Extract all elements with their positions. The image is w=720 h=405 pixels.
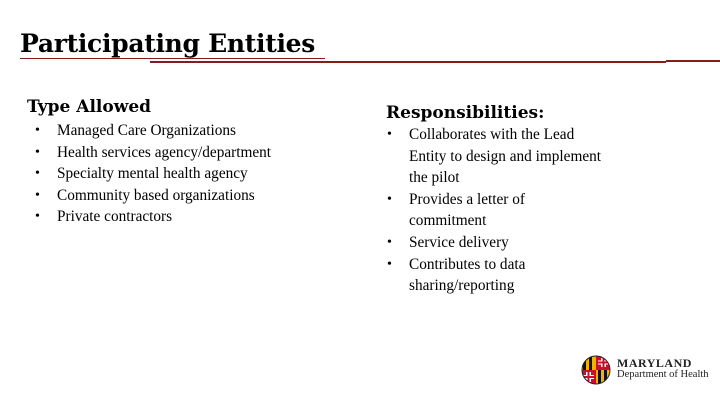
- list-item: [385, 124, 601, 146]
- list-item: [29, 185, 271, 207]
- list-item-text: Community based organizations: [57, 186, 255, 204]
- bullet-icon: •: [387, 191, 392, 207]
- list-item-text: Collaborates with the Lead: [409, 126, 575, 143]
- list-item-text: commitment: [409, 212, 487, 230]
- maryland-department-of-health-logo: [581, 355, 711, 385]
- list-item: [385, 254, 601, 276]
- bullet-icon: •: [387, 256, 392, 272]
- title-underline-accent-rule-3: [666, 60, 720, 62]
- bullet-icon: •: [35, 123, 40, 138]
- list-item-text: Specialty mental health agency: [57, 165, 248, 183]
- logo-subtitle: Department of Health: [617, 369, 709, 380]
- title-underline-rule: [20, 58, 325, 59]
- list-item-text: Service delivery: [409, 233, 509, 251]
- title-underline-accent-rule: [150, 61, 408, 63]
- list-item: [385, 189, 601, 211]
- bullet-icon: •: [35, 144, 40, 160]
- bullet-icon: •: [387, 234, 392, 250]
- list-item-text: Private contractors: [57, 208, 173, 226]
- bullet-icon: •: [35, 166, 40, 182]
- list-item-text: Contributes to data: [409, 255, 526, 273]
- list-item-text: Managed Care Organizations: [57, 122, 236, 139]
- list-item: [29, 206, 271, 228]
- type-allowed-heading: Type Allowed: [27, 97, 152, 117]
- slide-title: Participating Entities: [20, 29, 316, 58]
- bullet-icon: •: [387, 127, 392, 142]
- list-item: [29, 163, 271, 185]
- type-allowed-list: [29, 120, 271, 228]
- logo-wordmark: MARYLAND: [617, 356, 692, 370]
- list-item-text: Entity to design and implement: [409, 147, 602, 165]
- list-item-continuation: [385, 167, 601, 189]
- list-item-continuation: [385, 210, 601, 232]
- list-item-text: Health services agency/department: [57, 143, 272, 161]
- list-item: [385, 232, 601, 254]
- list-item-continuation: [385, 275, 601, 297]
- list-item-continuation: [385, 146, 601, 168]
- list-item-text: Provides a letter of: [409, 190, 525, 208]
- responsibilities-heading: Responsibilities:: [386, 103, 545, 123]
- maryland-flag-icon: [581, 355, 613, 385]
- list-item: [29, 120, 271, 142]
- bullet-icon: •: [35, 209, 40, 225]
- responsibilities-list: [385, 124, 601, 297]
- bullet-icon: •: [35, 187, 40, 203]
- list-item: [29, 142, 271, 164]
- title-underline-accent-rule-2: [408, 61, 666, 63]
- list-item-text: sharing/reporting: [409, 277, 515, 295]
- list-item-text: the pilot: [409, 169, 460, 187]
